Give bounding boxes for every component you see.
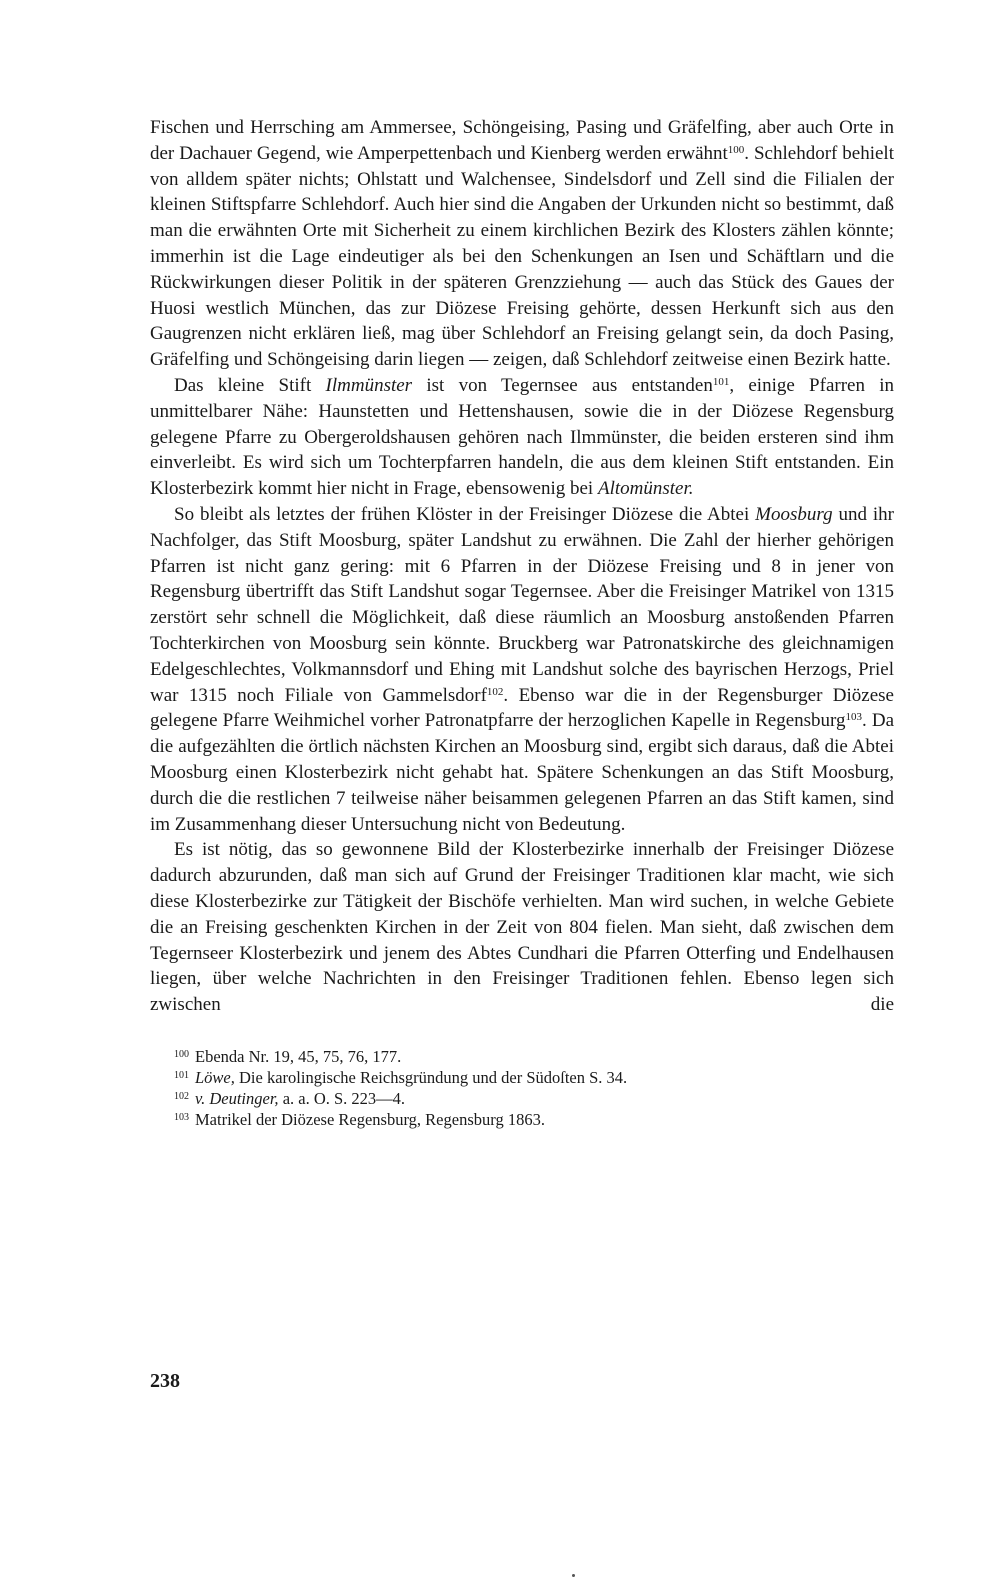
footnote-number: 103 [174, 1111, 189, 1123]
text-run: . Da die aufgezählten die örtlich nächsten Kirchen an Moosburg sind, ergibt sich daraus, daß die Abtei Moosburg einen Klosterbezirk nicht gehabt hat. Spätere Schenkungen an das Stift Moosburg, durch die die restlichen 7 teilweise näher beisammen gelegenen Pfarren an das Stift kamen, sind im Zusammenhang dieser Untersuchung nicht von Bedeutung. [150, 710, 894, 835]
footnote [150, 1067, 894, 1088]
emphasis-text: Ilmmünster [325, 374, 413, 396]
page-body [150, 115, 894, 1130]
footnote-number: 100 [174, 1048, 189, 1060]
footnote-ref: 102 [486, 685, 504, 698]
text-run: . Schlehdorf behielt von alldem später nichts; Ohlstatt und Walchensee, Sindelsdorf und Zell sind die Filialen der kleinen Stiftspfarre Schlehdorf. Auch hier sind die Angaben der Urkunden nicht so bestimmt, daß man die erwähnten Orte mit Sicherheit zu einem kirchlichen Bezirk des Klosters zählen könnte; immerhin ist die Lage eindeutiger als bei den Schenkungen an Isen und Schäftlarn und die Rückwirkungen dieser Politik in der späteren Grenzziehung — auch das Stück des Gaues der Huosi westlich München, das zur Diözese Freising gehörte, dessen Herkunft sich aus den Gaugrenzen nicht erklären ließ, mag über Schlehdorf an Freising gelangt sein, da doch Pasing, Gräfelfing und Schöngeising darin liegen — zeigen, daß Schlehdorf zeitweise einen Bezirk hatte. [150, 142, 894, 371]
text-run: So bleibt als letztes der frühen Klöster in der Freisinger Diözese die Abtei [174, 503, 756, 525]
footnote-ref: 101 [712, 375, 730, 388]
footnote [150, 1109, 894, 1130]
footnote-number: 101 [174, 1069, 189, 1081]
footnote-ref: 103 [845, 711, 863, 724]
page-number: 238 [150, 1370, 180, 1392]
scan-speck [572, 1574, 575, 1577]
footnote-number: 102 [174, 1090, 189, 1102]
text-run: a. a. O. S. 223—4. [278, 1088, 406, 1108]
text-run: ist von Tegernsee aus entstanden [412, 374, 713, 396]
emphasis-text: Moosburg [755, 503, 833, 525]
footnote-ref: 100 [727, 143, 745, 156]
text-run: . Ebenso war die in der Regensburger Diözese gelegene Pfarre Weihmichel vorher Patronatpfarre der herzoglichen Kapelle in Regensburg [150, 684, 894, 732]
text-run: Ebenda Nr. 19, 45, 75, 76, 177. [195, 1046, 402, 1066]
footnote [150, 1046, 894, 1067]
emphasis-text: Altomünster. [597, 478, 694, 500]
paragraph [150, 373, 894, 502]
text-run: Das kleine Stift [174, 374, 326, 396]
text-run: und ihr Nachfolger, das Stift Moosburg, später Landshut zu erwähnen. Die Zahl der hierher gehörigen Pfarren ist nicht ganz gering: mit 6 Pfarren in der Diözese Freising und 8 in jener von Regensburg übertrifft das Stift Landshut sogar Tegernsee. Aber die Freisinger Matrikel von 1315 zerstört sehr schnell die Möglichkeit, daß diese räumlich an Moosburg anstoßenden Pfarren Tochterkirchen von Moosburg sein könnte. Bruckberg war Patronatskirche des gleichnamigen Edelgeschlechtes, Volkmannsdorf und Ehing mit Landshut solche des bayrischen Herzogs, Priel war 1315 noch Filiale von Gammelsdorf [150, 503, 894, 706]
emphasis-text: Löwe, [195, 1067, 235, 1087]
text-run: Matrikel der Diözese Regensburg, Regensburg 1863. [195, 1109, 545, 1129]
text-run: Es ist nötig, das so gewonnene Bild der Klosterbezirke innerhalb der Freisinger Diözese dadurch abzurunden, daß man sich auf Grund der Freisinger Traditionen klar macht, wie sich diese Klosterbezirke zur Tätigkeit der Bischöfe verhielten. Man wird suchen, in welche Gebiete die an Freising geschenkten Kirchen in der Zeit von 804 fielen. Man sieht, daß zwischen dem Tegernseer Klosterbezirk und jenem des Abtes Cundhari die Pfarren Otterfing und Endelhausen liegen, über welche Nachrichten in den Freisinger Traditionen fehlen. Ebenso legen sich zwischen die [150, 839, 894, 1016]
main-text [150, 115, 894, 1018]
emphasis-text: v. Deutinger, [195, 1088, 279, 1108]
footnote [150, 1088, 894, 1109]
paragraph [150, 837, 894, 1018]
text-run: Die karolingische Reichsgründung und der Südoſten S. 34. [234, 1067, 628, 1087]
text-run: Fischen und Herrsching am Ammersee, Schöngeising, Pasing und Gräfelfing, aber auch Orte in der Dachauer Gegend, wie Amperpettenbach und Kienberg werden erwähnt [150, 117, 894, 164]
paragraph [150, 115, 894, 373]
footnotes [150, 1046, 894, 1130]
text-run: , einige Pfarren in unmittelbarer Nähe: Haunstetten und Hettenshausen, sowie die in der Diözese Regensburg gelegene Pfarre zu Obergeroldshausen gehören nach Ilmmünster, die beiden ersteren sind ihm einverleibt. Es wird sich um Tochterpfarren handeln, die aus dem kleinen Stift entstanden. Ein Klosterbezirk kommt hier nicht in Frage, ebensowenig bei [150, 374, 895, 500]
paragraph [150, 502, 894, 837]
